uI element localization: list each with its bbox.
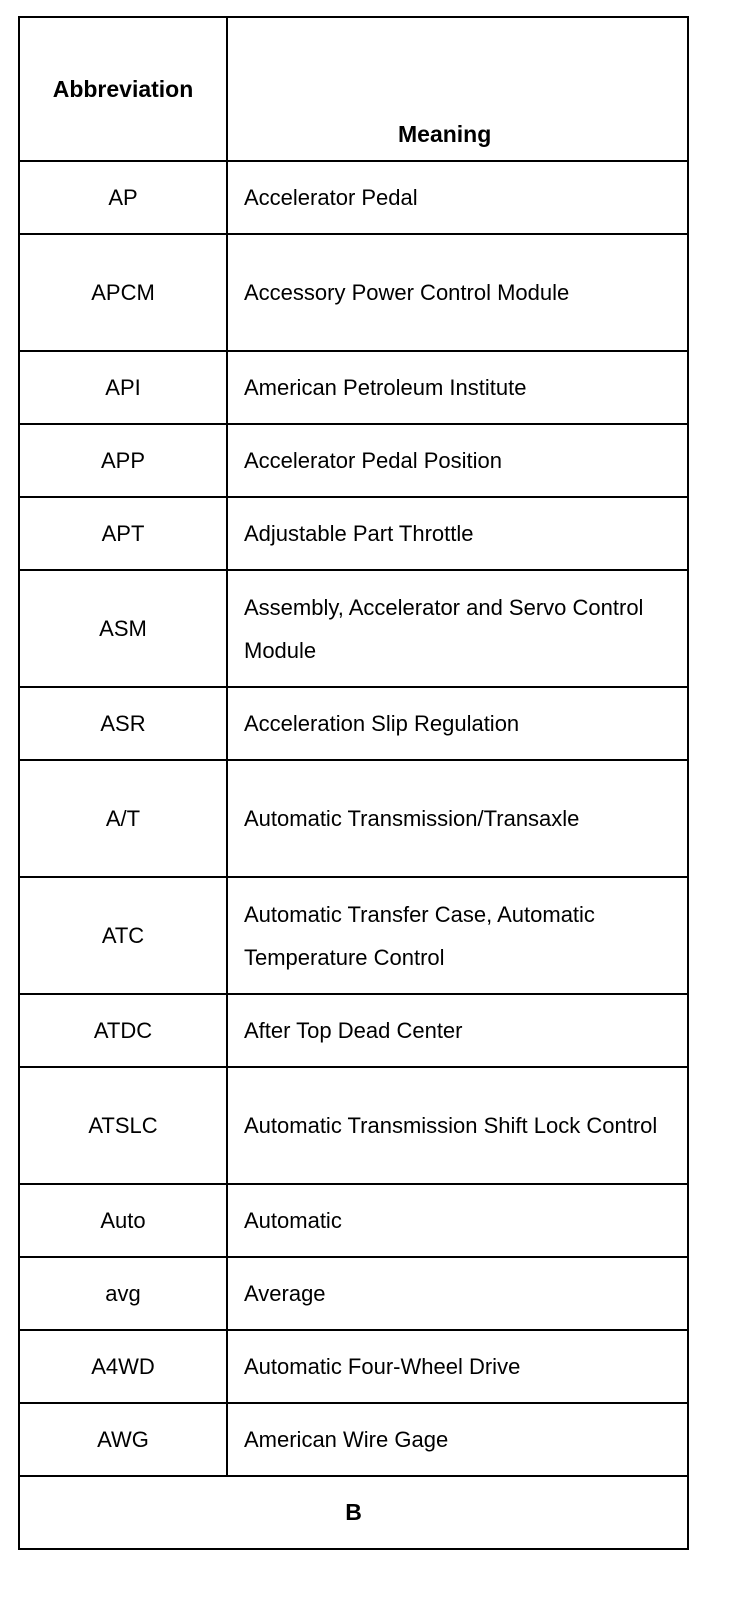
meaning-cell: Automatic bbox=[227, 1184, 688, 1257]
table-header-row bbox=[19, 17, 688, 161]
meaning-cell: Accessory Power Control Module bbox=[227, 234, 688, 351]
meaning-cell: Acceleration Slip Regulation bbox=[227, 687, 688, 760]
table-row bbox=[19, 994, 688, 1067]
meaning-cell: American Petroleum Institute bbox=[227, 351, 688, 424]
meaning-cell: Automatic Four-Wheel Drive bbox=[227, 1330, 688, 1403]
abbreviation-cell: APCM bbox=[19, 234, 227, 351]
table-row bbox=[19, 877, 688, 994]
abbreviation-cell: A4WD bbox=[19, 1330, 227, 1403]
meaning-cell: Automatic Transmission Shift Lock Control bbox=[227, 1067, 688, 1184]
table-row bbox=[19, 1330, 688, 1403]
abbreviation-cell: API bbox=[19, 351, 227, 424]
table-row bbox=[19, 497, 688, 570]
meaning-cell: Automatic Transfer Case, Automatic Temperature Control bbox=[227, 877, 688, 994]
abbreviation-cell: ASM bbox=[19, 570, 227, 687]
meaning-cell: Accelerator Pedal bbox=[227, 161, 688, 234]
table-row bbox=[19, 424, 688, 497]
abbreviation-cell: Auto bbox=[19, 1184, 227, 1257]
table-row bbox=[19, 687, 688, 760]
section-letter-row bbox=[19, 1476, 688, 1549]
meaning-cell: American Wire Gage bbox=[227, 1403, 688, 1476]
table-row bbox=[19, 351, 688, 424]
abbreviation-cell: ATDC bbox=[19, 994, 227, 1067]
abbreviation-cell: AWG bbox=[19, 1403, 227, 1476]
meaning-cell: Adjustable Part Throttle bbox=[227, 497, 688, 570]
header-abbreviation-label: Abbreviation bbox=[52, 76, 194, 102]
table-row bbox=[19, 760, 688, 877]
table-row bbox=[19, 570, 688, 687]
meaning-cell: Automatic Transmission/Transaxle bbox=[227, 760, 688, 877]
table-body bbox=[19, 161, 688, 1476]
meaning-cell: Assembly, Accelerator and Servo Control Module bbox=[227, 570, 688, 687]
table-row bbox=[19, 1067, 688, 1184]
table-row bbox=[19, 1257, 688, 1330]
table-row bbox=[19, 1403, 688, 1476]
section-letter: B bbox=[19, 1476, 688, 1549]
header-abbreviation bbox=[19, 17, 227, 161]
abbreviation-cell: ATC bbox=[19, 877, 227, 994]
table-row bbox=[19, 234, 688, 351]
table-row bbox=[19, 1184, 688, 1257]
abbreviation-cell: APP bbox=[19, 424, 227, 497]
abbreviation-cell: ATSLC bbox=[19, 1067, 227, 1184]
table-row bbox=[19, 161, 688, 234]
abbreviation-cell: AP bbox=[19, 161, 227, 234]
meaning-cell: After Top Dead Center bbox=[227, 994, 688, 1067]
abbreviation-cell: A/T bbox=[19, 760, 227, 877]
meaning-cell: Average bbox=[227, 1257, 688, 1330]
abbreviation-cell: APT bbox=[19, 497, 227, 570]
abbreviation-cell: ASR bbox=[19, 687, 227, 760]
meaning-cell: Accelerator Pedal Position bbox=[227, 424, 688, 497]
abbreviation-table bbox=[18, 16, 689, 1550]
header-meaning: Meaning bbox=[227, 17, 688, 161]
abbreviation-cell: avg bbox=[19, 1257, 227, 1330]
